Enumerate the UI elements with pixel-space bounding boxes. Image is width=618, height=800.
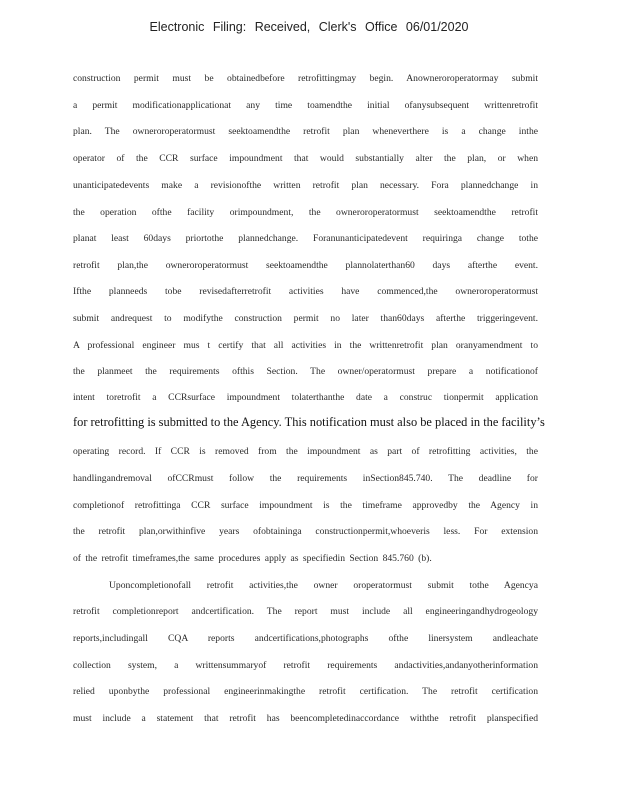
text-line: for retrofitting is submitted to the Agency. This notification must also be placed in the facility’s: [73, 415, 545, 429]
text-line: A professional engineer mus t certify that all activities in the writtenretrofit plan oranyamendment to: [73, 340, 538, 351]
text-line: plan. The owneroroperatormust seektoamendthe retrofit plan wheneverthere is a change inthe: [73, 126, 538, 137]
text-line: the retrofit plan,orwithinfive years ofobtaininga constructionpermit,whoeveris less. For extension: [73, 526, 538, 537]
text-line: the planmeet the requirements ofthis Section. The owner/operatormust prepare a notificationof: [73, 366, 538, 377]
text-line: submit andrequest to modifythe construction permit no later than60days afterthe triggeringevent.: [73, 313, 538, 324]
text-line: of the retrofit timeframes,the same procedures apply as specifiedin Section 845.760 (b).: [73, 553, 432, 564]
text-line: unanticipatedevents make a revisionofthe written retrofit plan necessary. Fora plannedchange in: [73, 180, 538, 191]
text-line: operating record. If CCR is removed from the impoundment as part of retrofitting activities, the: [73, 446, 538, 457]
text-line: planat least 60days priortothe plannedchange. Foranunanticipatedevent requiringa change tothe: [73, 233, 538, 244]
text-line: a permit modificationapplicationat any time toamendthe initial ofanysubsequent writtenretrofit: [73, 100, 538, 111]
text-line: relied uponbythe professional engineerinmakingthe retrofit certification. The retrofit certification: [73, 686, 538, 697]
text-line: completionof retrofittinga CCR surface impoundment is the timeframe approvedby the Agency in: [73, 500, 538, 511]
text-line: Ifthe planneeds tobe revisedafterretrofit activities have commenced,the owneroroperatormust: [73, 286, 538, 297]
text-line: intent toretrofit a CCRsurface impoundment tolaterthanthe date a construc tionpermit application: [73, 392, 538, 403]
text-line: must include a statement that retrofit has beencompletedinaccordance withthe retrofit planspecified: [73, 713, 538, 724]
filing-header: Electronic Filing: Received, Clerk's Office 06/01/2020: [149, 20, 469, 34]
text-line: retrofit completionreport andcertification. The report must include all engineeringandhydrogeology: [73, 606, 538, 617]
text-line: the operation ofthe facility orimpoundment, the owneroroperatormust seektoamendthe retrofit: [73, 207, 538, 218]
text-line: retrofit plan,the owneroroperatormust seektoamendthe plannolaterthan60 days afterthe event.: [73, 260, 538, 271]
text-line: Uponcompletionofall retrofit activities,the owner oroperatormust submit tothe Agencya: [109, 580, 538, 591]
text-line: operator of the CCR surface impoundment that would substantially alter the plan, or when: [73, 153, 538, 164]
text-line: collection system, a writtensummaryof retrofit requirements andactivities,andanyotherinformation: [73, 660, 538, 671]
text-line: construction permit must be obtainedbefore retrofittingmay begin. Anowneroroperatormay submit: [73, 73, 538, 84]
text-line: handlingandremoval ofCCRmust follow the requirements inSection845.740. The deadline for: [73, 473, 538, 484]
text-line: reports,includingall CQA reports andcertifications,photographs ofthe linersystem andleachate: [73, 633, 538, 644]
